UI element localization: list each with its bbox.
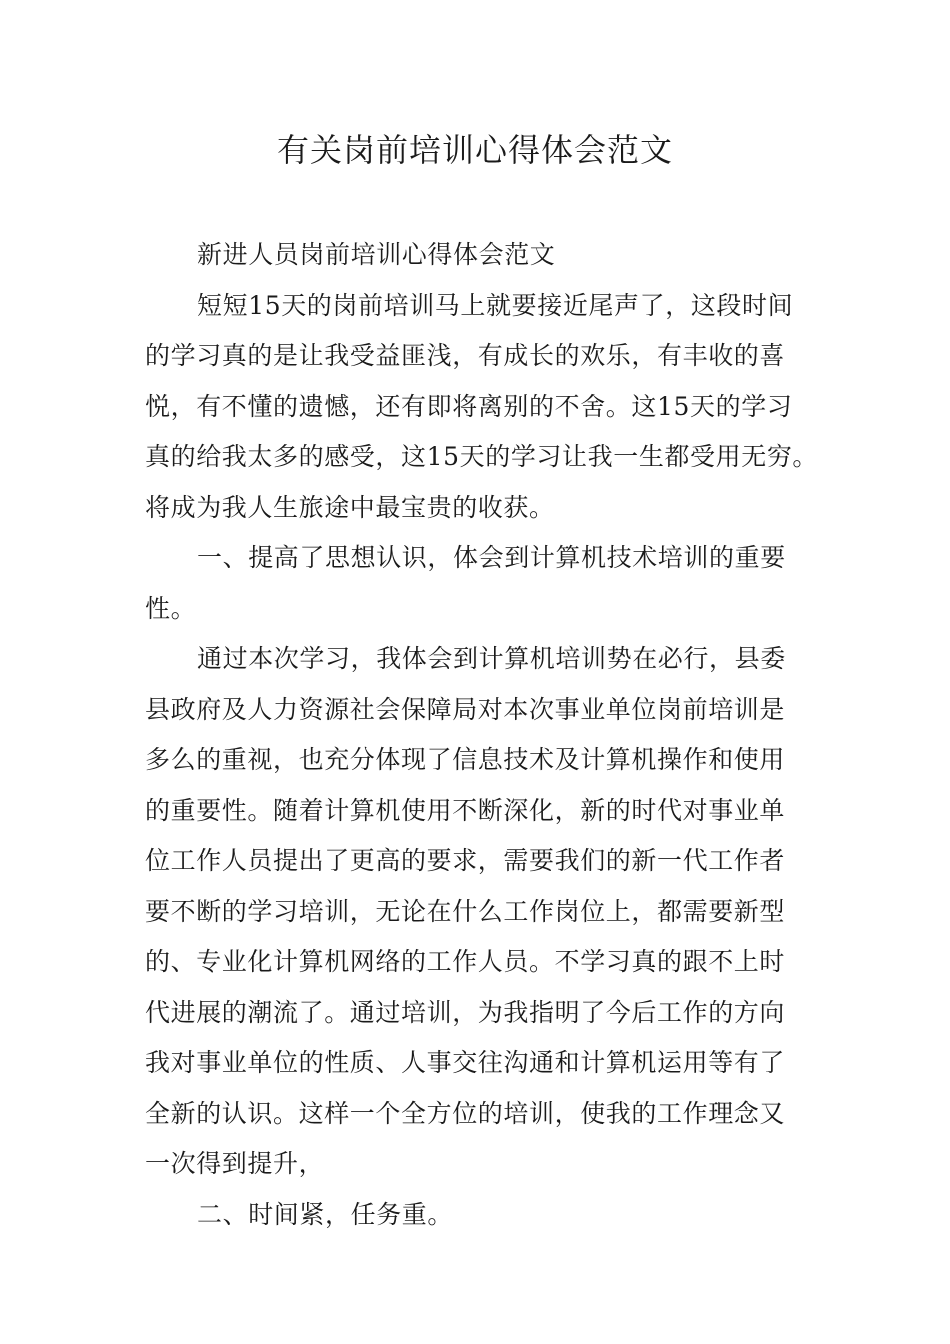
text-line: 新进人员岗前培训心得体会范文 <box>197 240 556 269</box>
text-line: 的学习真的是让我受益匪浅，有成长的欢乐，有丰收的喜 <box>145 341 786 370</box>
text-line: 将成为我人生旅途中最宝贵的收获。 <box>145 492 555 522</box>
text-line: 通过本次学习，我体会到计算机培训势在必行，县委 <box>197 644 786 673</box>
text-line: 短短15天的岗前培训马上就要接近尾声了，这段时间 <box>197 290 794 320</box>
text-line: 悦，有不懂的遗憾，还有即将离别的不舍。这15天的学习 <box>145 391 793 421</box>
text-line: 多么的重视，也充分体现了信息技术及计算机操作和使用 <box>145 745 786 774</box>
text-line: 一、提高了思想认识，体会到计算机技术培训的重要 <box>197 543 786 572</box>
document-title: 有关岗前培训心得体会范文 <box>276 131 673 169</box>
text-line: 我对事业单位的性质、人事交往沟通和计算机运用等有了 <box>145 1048 786 1077</box>
text-line: 全新的认识。这样一个全方位的培训，使我的工作理念又 <box>145 1098 786 1128</box>
text-line: 位工作人员提出了更高的要求，需要我们的新一代工作者 <box>145 846 786 875</box>
text-line: 县政府及人力资源社会保障局对本次事业单位岗前培训是 <box>145 694 786 724</box>
text-line: 的重要性。随着计算机使用不断深化，新的时代对事业单 <box>145 795 786 825</box>
text-line: 代进展的潮流了。通过培训，为我指明了今后工作的方向 <box>145 997 786 1027</box>
text-line: 性。 <box>145 593 197 623</box>
text-line: 真的给我太多的感受，这15天的学习让我一生都受用无穷。 <box>145 442 819 471</box>
text-line: 要不断的学习培训，无论在什么工作岗位上，都需要新型 <box>145 896 786 926</box>
text-line: 的、专业化计算机网络的工作人员。不学习真的跟不上时 <box>145 947 786 976</box>
text-line: 一次得到提升， <box>145 1149 325 1178</box>
document-body <box>145 230 825 1240</box>
text-line: 二、时间紧，任务重。 <box>197 1199 454 1229</box>
